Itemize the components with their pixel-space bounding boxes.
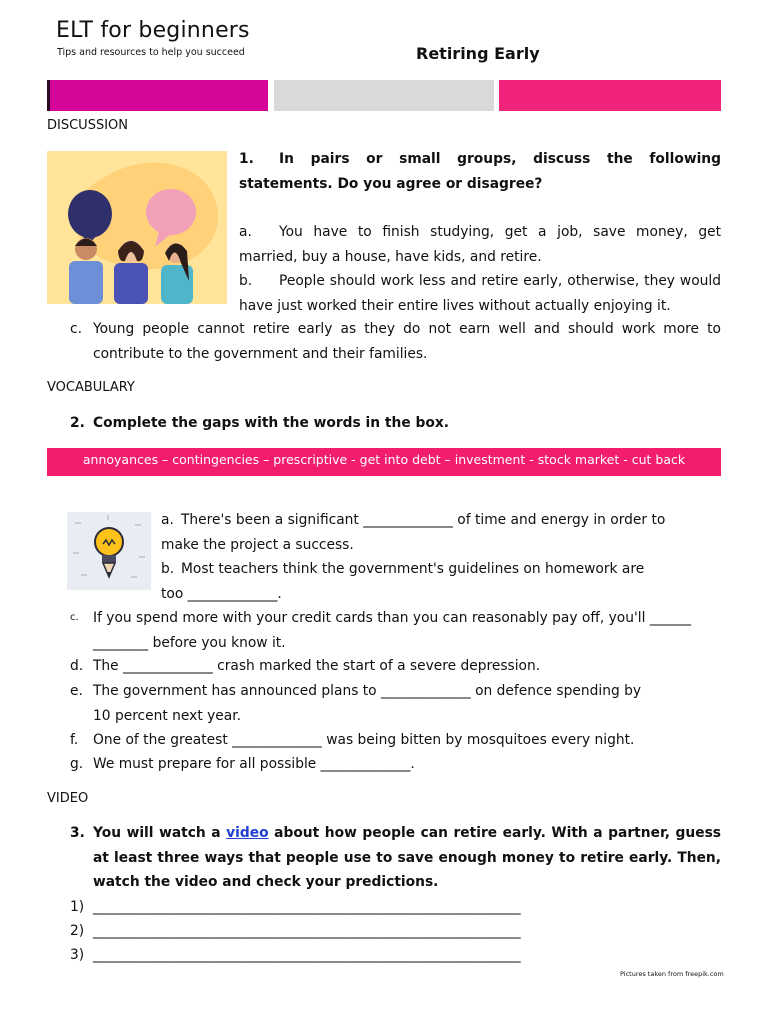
people-discussion-illustration-icon bbox=[47, 151, 227, 304]
lightbulb-image bbox=[67, 512, 151, 590]
answer-line-3[interactable]: 3) ______________________________________________________________ bbox=[70, 947, 521, 963]
gap-c: c. If you spend more with your credit cards than you can reasonably pay off, you'll ______ ________ before you know it. bbox=[70, 610, 692, 651]
answer-line-2[interactable]: 2) ______________________________________________________________ bbox=[70, 923, 521, 939]
gap-e: e. The government has announced plans to _____________ on defence spending by 10 percent next year. bbox=[70, 683, 642, 724]
gap-f: f. One of the greatest _____________ was being bitten by mosquitoes every night. bbox=[70, 732, 635, 748]
lightbulb-pencil-icon bbox=[67, 512, 151, 590]
question-1: 1. In pairs or small groups, discuss the following statements. Do you agree or disagree? bbox=[239, 151, 721, 192]
color-bar-magenta bbox=[47, 80, 268, 111]
gap-b: b. Most teachers think the government's guidelines on homework are too _____________. bbox=[161, 561, 645, 602]
color-bar-grey bbox=[274, 80, 494, 111]
discussion-image bbox=[47, 151, 227, 304]
page-title: Retiring Early bbox=[416, 44, 540, 63]
statement-b: b. People should work less and retire early, otherwise, they would have just worked their entire lives without actually enjoying it. bbox=[239, 273, 721, 314]
section-heading-discussion: DISCUSSION bbox=[47, 118, 128, 133]
question-3: 3. You will watch a video about how people can retire early. With a partner, guess at least three ways that people use to save enough money to retire early. Then, watch the video and check your predictions. bbox=[70, 825, 721, 890]
brand-tagline: Tips and resources to help you succeed bbox=[57, 47, 245, 58]
brand-title: ELT for beginners bbox=[56, 18, 250, 43]
gap-a: a. There's been a significant _____________ of time and energy in order to make the project a success. bbox=[161, 512, 666, 553]
gap-g: g. We must prepare for all possible _____________. bbox=[70, 756, 415, 772]
word-box: annoyances – contingencies – prescriptive - get into debt – investment - stock market - cut back bbox=[47, 448, 721, 476]
statement-a: a. You have to finish studying, get a job, save money, get married, buy a house, have kids, and retire. bbox=[239, 224, 721, 265]
section-heading-video: VIDEO bbox=[47, 791, 89, 806]
gap-d: d. The _____________ crash marked the start of a severe depression. bbox=[70, 658, 541, 674]
answer-line-1[interactable]: 1) ______________________________________________________________ bbox=[70, 899, 521, 915]
section-heading-vocabulary: VOCABULARY bbox=[47, 380, 135, 395]
question-2: 2. Complete the gaps with the words in the box. bbox=[70, 415, 449, 431]
statement-c: c. Young people cannot retire early as they do not earn well and should work more to contribute to the government and their families. bbox=[70, 321, 721, 362]
video-link[interactable]: video bbox=[226, 825, 269, 841]
color-bar-pink bbox=[499, 80, 721, 111]
image-credit: Pictures taken from freepik.com bbox=[620, 970, 724, 978]
